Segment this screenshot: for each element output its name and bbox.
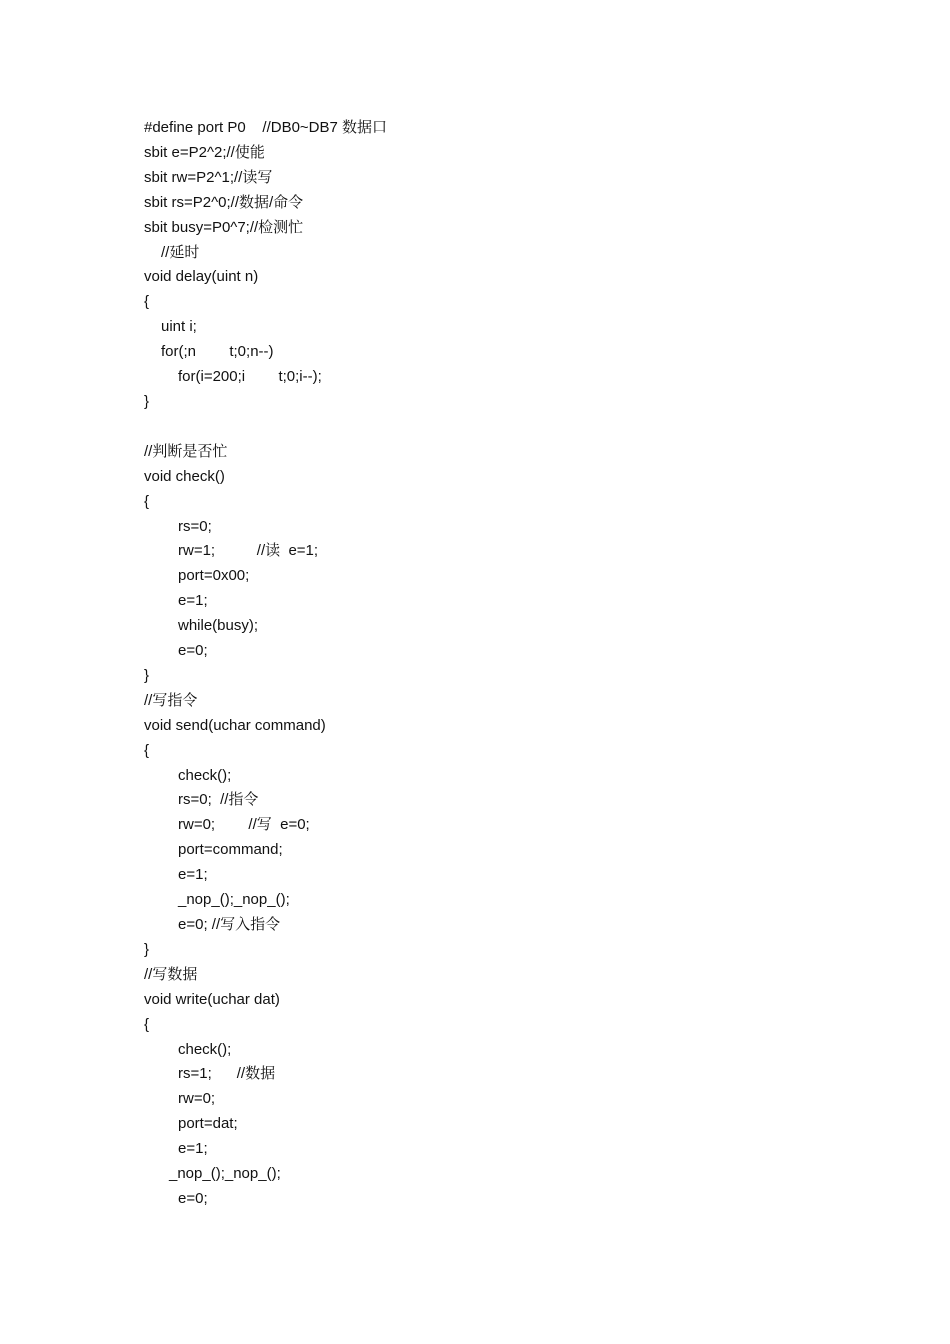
code-line: _nop_();_nop_(); bbox=[178, 891, 290, 909]
code-line: uint i; bbox=[161, 318, 197, 336]
code-line: e=1; bbox=[178, 866, 208, 884]
code-line: //写数据 bbox=[144, 965, 198, 983]
code-line: } bbox=[144, 666, 150, 684]
code-line: void send(uchar command) bbox=[144, 716, 326, 734]
code-line: port=command; bbox=[178, 841, 283, 859]
code-line bbox=[144, 415, 387, 440]
code-line: rw=0; //写 e=0; bbox=[178, 816, 310, 834]
code-line: port=dat; bbox=[178, 1115, 238, 1133]
code-line: for(;n t;0;n--) bbox=[161, 343, 274, 361]
code-line: sbit e=P2^2;//使能 bbox=[144, 143, 265, 161]
code-line: rw=1; //读 e=1; bbox=[178, 542, 319, 560]
code-line: } bbox=[144, 940, 150, 958]
code-line: check(); bbox=[178, 1040, 232, 1058]
code-line: { bbox=[144, 741, 150, 759]
code-line: void delay(uint n) bbox=[144, 268, 259, 286]
code-line: e=1; bbox=[178, 1140, 208, 1158]
code-line: while(busy); bbox=[178, 617, 259, 635]
code-line: //延时 bbox=[161, 243, 200, 261]
code-line: port=0x00; bbox=[178, 567, 250, 585]
code-line: _nop_();_nop_(); bbox=[169, 1165, 281, 1183]
code-line: rs=0; bbox=[178, 517, 212, 535]
code-line: { bbox=[144, 293, 150, 311]
code-line: #define port P0 //DB0~DB7 数据口 bbox=[144, 119, 388, 136]
code-line: sbit rs=P2^0;//数据/命令 bbox=[144, 193, 304, 211]
code-listing bbox=[144, 116, 387, 1212]
code-line: rs=1; //数据 bbox=[178, 1065, 276, 1083]
code-line: sbit busy=P0^7;//检测忙 bbox=[144, 218, 304, 236]
code-line: e=0; bbox=[178, 642, 208, 660]
code-line: rw=0; bbox=[178, 1090, 216, 1108]
code-line: sbit rw=P2^1;//读写 bbox=[144, 168, 273, 186]
code-line: } bbox=[144, 392, 150, 410]
code-line: { bbox=[144, 492, 150, 510]
code-line: e=0; bbox=[178, 1189, 208, 1207]
code-line: check(); bbox=[178, 766, 232, 784]
code-line: void write(uchar dat) bbox=[144, 990, 280, 1008]
code-line: e=1; bbox=[178, 592, 208, 610]
code-line: //写指令 bbox=[144, 691, 198, 709]
code-line: for(i=200;i t;0;i--); bbox=[178, 368, 322, 386]
code-line: //判断是否忙 bbox=[144, 442, 228, 460]
code-line: { bbox=[144, 1015, 150, 1033]
code-line: rs=0; //指令 bbox=[178, 791, 259, 809]
code-line: void check() bbox=[144, 467, 225, 485]
code-line: e=0; //写入指令 bbox=[178, 916, 281, 933]
